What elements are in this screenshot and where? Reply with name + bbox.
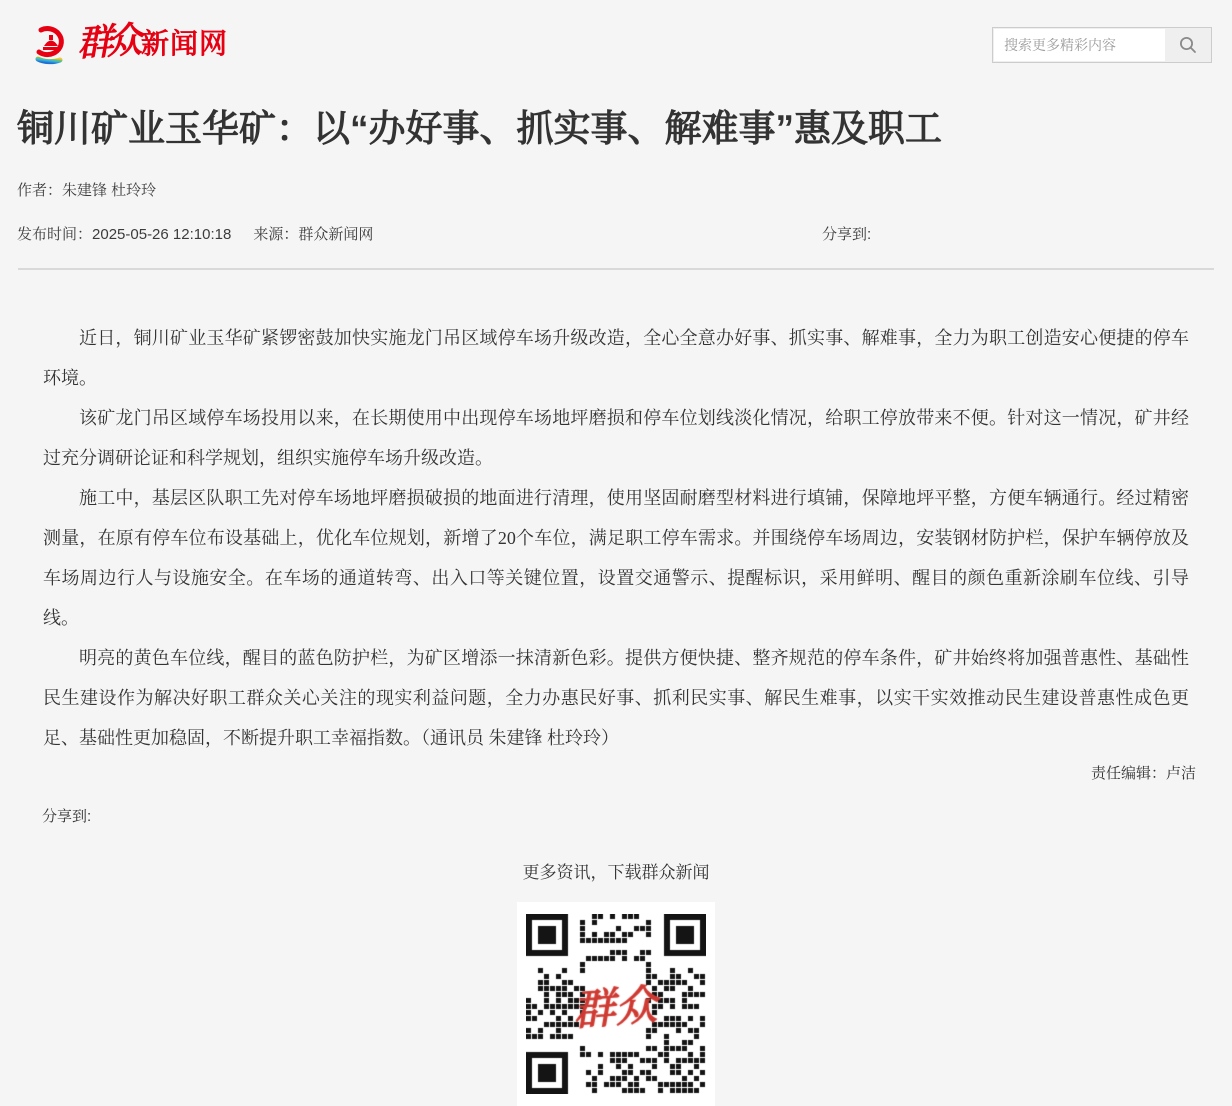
divider-line: [18, 268, 1214, 270]
article-paragraph: 明亮的黄色车位线，醒目的蓝色防护栏，为矿区增添一抹清新色彩。提供方便快捷、整齐规范的停车条件，矿井始终将加强普惠性、基础性民生建设作为解决好职工群众关心关注的现实利益问题，全力办惠民好事、抓利民实事、解民生难事，以实干实效推动民生建设普惠性成色更足、基础性更加稳固，不断提升职工幸福指数。（通讯员 朱建锋 杜玲玲）: [43, 648, 1189, 748]
article-body: [43, 318, 1189, 758]
article-paragraph: 近日，铜川矿业玉华矿紧锣密鼓加快实施龙门吊区域停车场升级改造，全心全意办好事、抓实事、解难事，全力为职工创造安心便捷的停车环境。: [43, 328, 1189, 388]
author-label: 作者：: [17, 182, 63, 199]
search-box: [992, 27, 1212, 63]
article-author-line: [17, 179, 1215, 200]
qr-code: [526, 914, 706, 1094]
logo-calligraphy: 群众: [75, 20, 137, 64]
source-label: 来源：: [253, 226, 299, 243]
search-input[interactable]: [994, 29, 1165, 61]
logo-site-name: 新闻网: [141, 28, 229, 59]
qr-code-container: [517, 902, 715, 1106]
article-title: 铜川矿业玉华矿：以“办好事、抓实事、解难事”惠及职工: [17, 108, 942, 149]
share-label-top: 分享到:: [822, 226, 872, 243]
download-tip: 更多资讯，下载群众新闻: [522, 863, 710, 882]
source-value: 群众新闻网: [298, 226, 374, 243]
site-header: [0, 0, 1232, 72]
search-icon: [1178, 35, 1198, 55]
publish-time-value: 2025-05-26 12:10:18: [92, 226, 232, 243]
qunzhong-logo-icon: [33, 23, 69, 67]
share-label-bottom: 分享到:: [42, 808, 92, 825]
search-button[interactable]: [1165, 28, 1211, 62]
article-paragraph: 施工中，基层区队职工先对停车场地坪磨损破损的地面进行清理，使用坚固耐磨型材料进行填铺，保障地坪平整，方便车辆通行。经过精密测量，在原有停车位布设基础上，优化车位规划，新增了20个车位，满足职工停车需求。并围绕停车场周边，安装钢材防护栏，保护车辆停放及车场周边行人与设施安全。在车场的通道转弯、出入口等关键位置，设置交通警示、提醒标识，采用鲜明、醒目的颜色重新涂刷车位线、引导线。: [43, 488, 1189, 628]
site-logo[interactable]: [33, 22, 228, 67]
editor-label: 责任编辑：: [1090, 765, 1166, 782]
editor-value: 卢洁: [1165, 765, 1196, 782]
article-meta-row: [17, 223, 1215, 241]
publish-time-label: 发布时间：: [17, 226, 93, 243]
article-paragraph: 该矿龙门吊区域停车场投用以来，在长期使用中出现停车场地坪磨损和停车位划线淡化情况，给职工停放带来不便。针对这一情况，矿井经过充分调研论证和科学规划，组织实施停车场升级改造。: [43, 408, 1189, 468]
author-value: 朱建锋 杜玲玲: [62, 182, 157, 199]
editor-line: [0, 762, 1196, 783]
